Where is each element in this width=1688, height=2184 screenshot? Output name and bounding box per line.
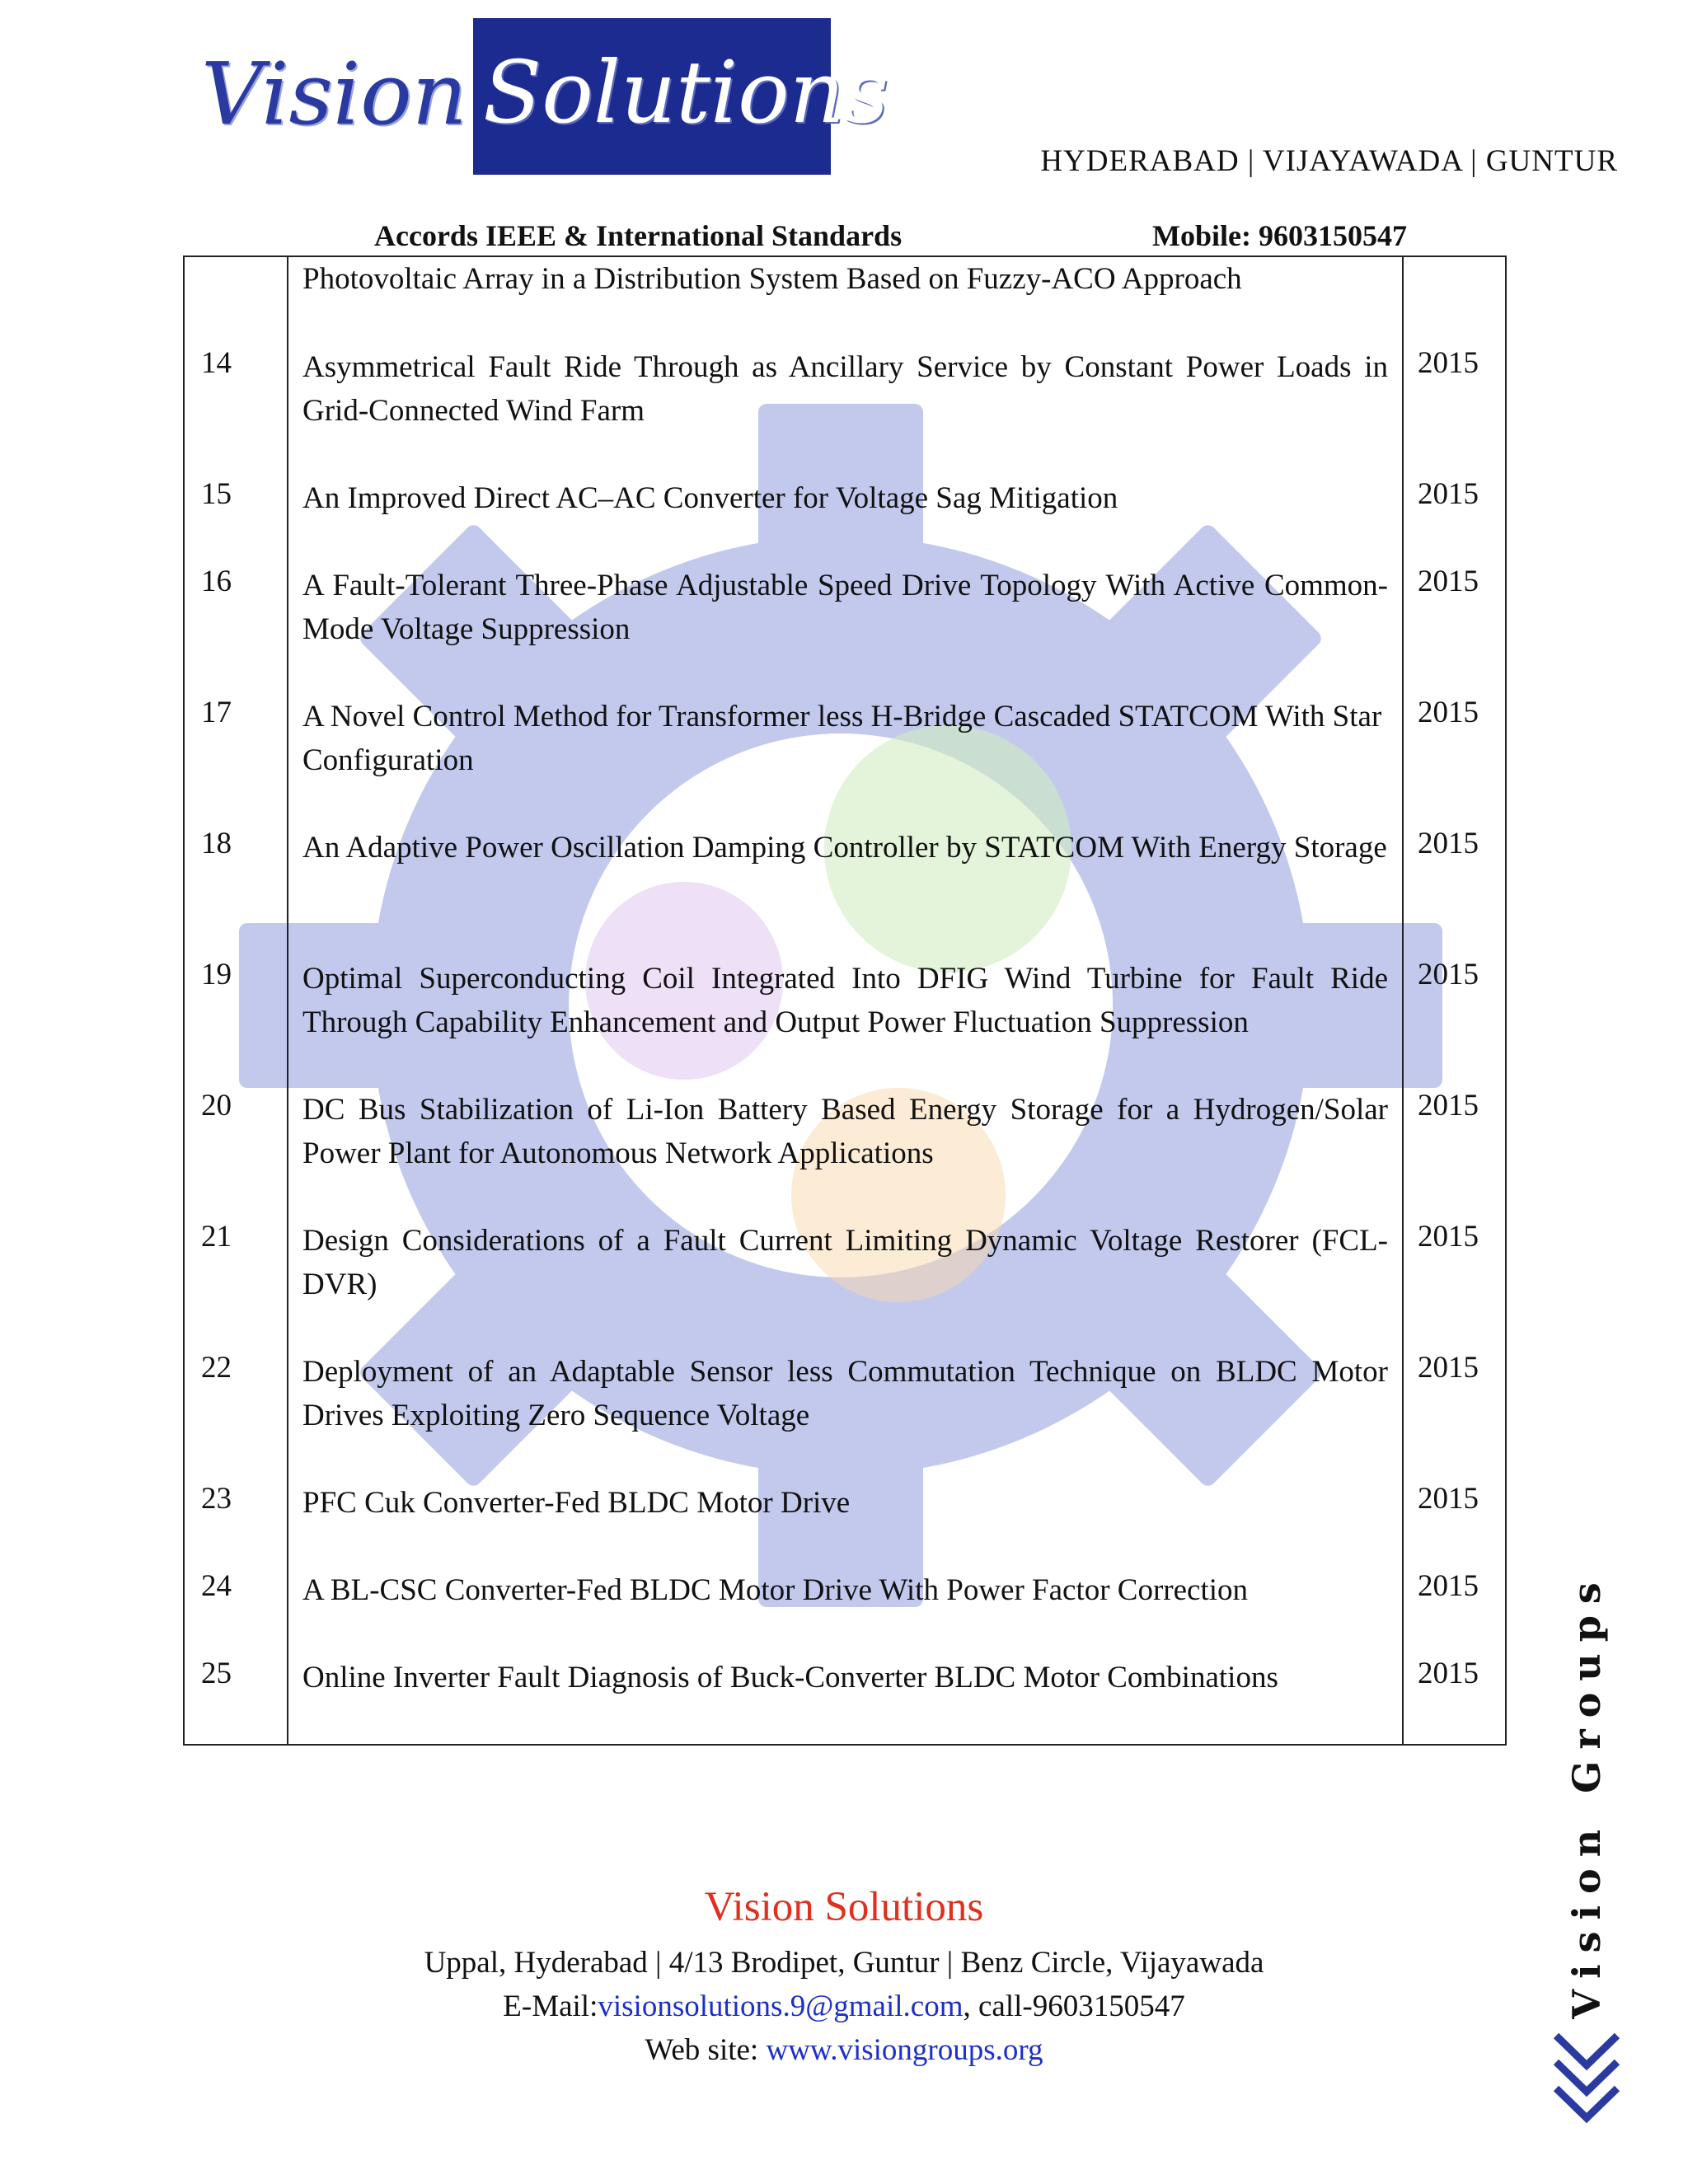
row-title: Online Inverter Fault Diagnosis of Buck-Converter BLDC Motor Combinations	[302, 1661, 1278, 1694]
row-year: 2015	[1418, 827, 1479, 860]
footer-address: Uppal, Hyderabad | 4/13 Brodipet, Guntur | Benz Circle, Vijayawada	[424, 1946, 1264, 1980]
footer-web-line	[0, 2032, 1688, 2068]
row-number: 22	[201, 1351, 232, 1385]
row-number: 19	[201, 958, 232, 991]
row-title: Optimal Superconducting Coil Integrated Into DFIG Wind Turbine for Fault Ride Through Capability Enhancement and Output Power Fluctuation Suppression	[302, 962, 1388, 1039]
row-year: 2015	[1418, 1351, 1479, 1385]
logo-left-word	[196, 33, 468, 165]
row-year: 2015	[1418, 1657, 1479, 1690]
footer-web-link[interactable]: www.visiongroups.org	[766, 2033, 1043, 2067]
column-divider	[1402, 257, 1404, 1744]
row-number: 16	[201, 565, 232, 598]
footer-call: , call-9603150547	[963, 1990, 1185, 2023]
header-tagline: Accords IEEE & International Standards	[374, 219, 903, 252]
row-year: 2015	[1418, 565, 1479, 598]
row-title: An Adaptive Power Oscillation Damping Controller by STATCOM With Energy Storage	[302, 831, 1387, 865]
column-divider	[287, 257, 288, 1744]
row-title: A BL-CSC Converter-Fed BLDC Motor Drive With Power Factor Correction	[302, 1573, 1249, 1607]
row-number: 17	[201, 696, 232, 729]
footer-email-prefix: E-Mail:	[503, 1990, 598, 2023]
footer-email-link[interactable]: visionsolutions.9@gmail.com	[598, 1990, 964, 2023]
row-number: 15	[201, 477, 232, 511]
row-title: Asymmetrical Fault Ride Through as Ancillary Service by Constant Power Loads in Grid-Connected Wind Farm	[302, 350, 1388, 428]
footer-email-line	[0, 1989, 1688, 2024]
row-title: An Improved Direct AC–AC Converter for Voltage Sag Mitigation	[302, 481, 1118, 515]
footer-company-name: Vision Solutions	[704, 1884, 984, 1930]
row-year: 2015	[1418, 1220, 1479, 1254]
row-title: Photovoltaic Array in a Distribution System Based on Fuzzy-ACO Approach	[302, 262, 1242, 296]
row-year: 2015	[1418, 958, 1479, 991]
row-year: 2015	[1418, 1482, 1479, 1516]
row-number: 25	[201, 1657, 232, 1690]
row-year: 2015	[1418, 696, 1479, 729]
row-title: A Fault-Tolerant Three-Phase Adjustable Speed Drive Topology With Active Common-Mode Voltage Suppression	[302, 569, 1388, 646]
logo-right-box	[473, 18, 889, 175]
row-year: 2015	[1418, 1089, 1479, 1122]
row-year: 2015	[1418, 346, 1479, 380]
footer-web-prefix: Web site:	[645, 2033, 767, 2067]
logo-left-text: Vision	[201, 44, 467, 144]
row-title: PFC Cuk Converter-Fed BLDC Motor Drive	[302, 1486, 851, 1520]
row-year: 2015	[1418, 477, 1479, 511]
row-title: Deployment of an Adaptable Sensor less Commutation Technique on BLDC Motor Drives Exploiting Zero Sequence Voltage	[302, 1355, 1388, 1432]
row-title: Design Considerations of a Fault Current Limiting Dynamic Voltage Restorer (FCL-DVR)	[302, 1224, 1388, 1301]
row-title: A Novel Control Method for Transformer less H-Bridge Cascaded STATCOM With Star Configuration	[302, 700, 1382, 777]
header-cities: HYDERABAD | VIJAYAWADA | GUNTUR	[1040, 144, 1618, 178]
side-brand	[1550, 1571, 1624, 2019]
row-number: 14	[201, 346, 232, 380]
row-number: 20	[201, 1089, 232, 1122]
chevron-down-icon	[1550, 2026, 1624, 2141]
row-title: DC Bus Stabilization of Li-Ion Battery Based Energy Storage for a Hydrogen/Solar Power Plant for Autonomous Network Applications	[302, 1093, 1388, 1170]
row-number: 23	[201, 1482, 232, 1516]
row-year: 2015	[1418, 1569, 1479, 1603]
side-brand-text: Vision Groups	[1564, 1571, 1609, 2019]
logo-right-text: Solutions	[483, 42, 889, 143]
header-mobile: Mobile: 9603150547	[1152, 219, 1407, 252]
row-number: 18	[201, 827, 232, 860]
brand-logo	[196, 18, 889, 175]
row-number: 24	[201, 1569, 232, 1603]
project-table	[183, 255, 1507, 1746]
row-number: 21	[201, 1220, 232, 1254]
